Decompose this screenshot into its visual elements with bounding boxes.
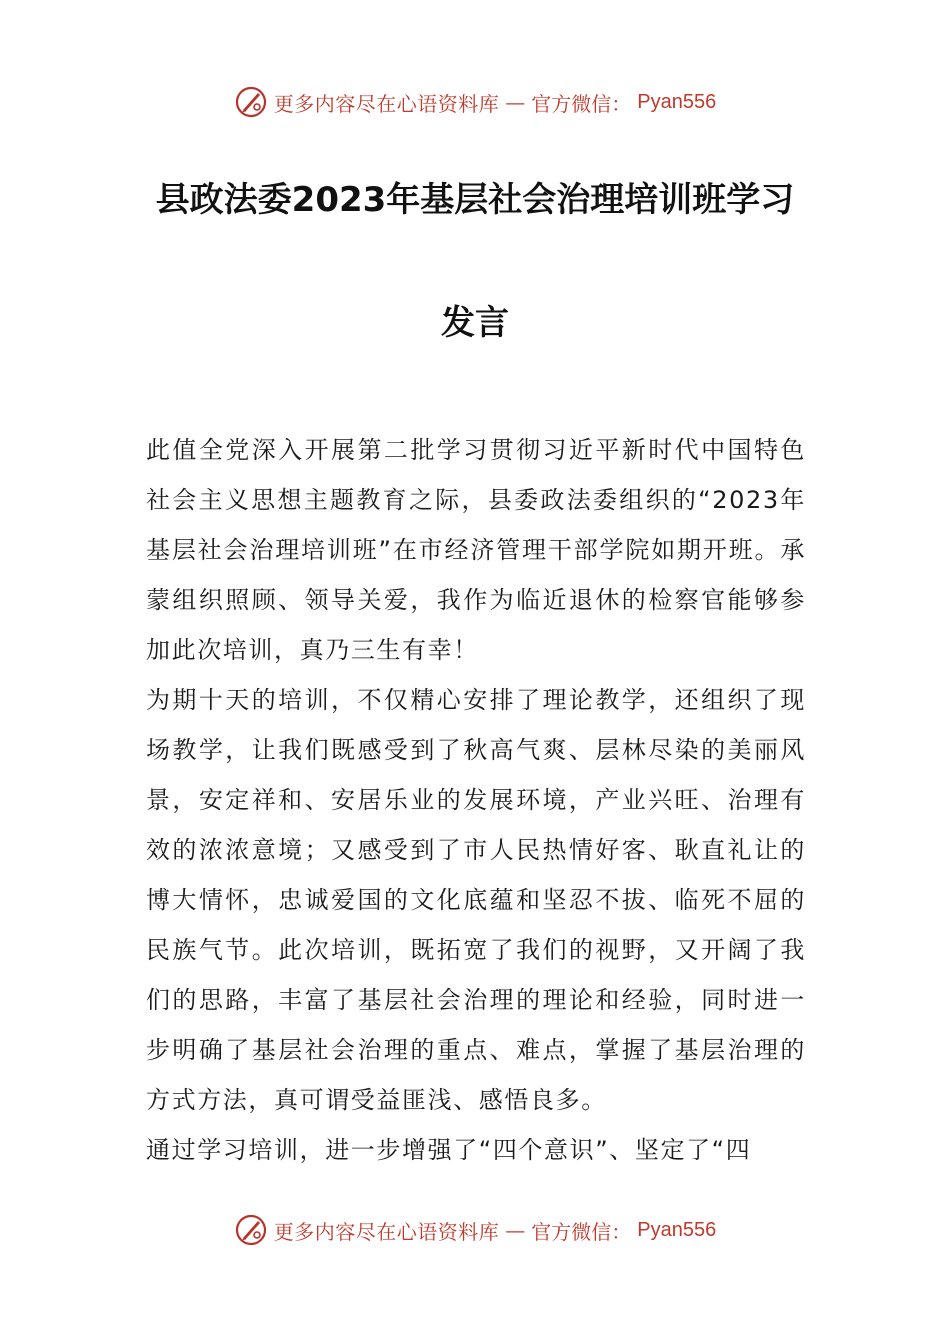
watermark-contact-id: Pyan556 [637, 1218, 717, 1241]
paragraph-3: 通过学习培训，进一步增强了“四个意识”、坚定了“四 [146, 1136, 752, 1164]
watermark-text: 更多内容尽在心语资料库 [273, 1219, 500, 1244]
watermark-contact-label: 官方微信： [531, 91, 632, 116]
watermark-contact-label: 官方微信： [531, 1219, 632, 1244]
paragraph-1: 此值全党深入开展第二批学习贯彻习近平新时代中国特色社会主义思想主题教育之际，县委政法委组织的“2023年基层社会治理培训班”在市经济管理干部学院如期开班。承蒙组织照顾、领导关爱，我作为临近退休的检察官能够参加此次培训，真乃三生有幸！ [146, 436, 806, 664]
watermark-text: 更多内容尽在心语资料库 [273, 91, 500, 116]
watermark-separator: — [505, 90, 526, 114]
watermark-separator: — [505, 1218, 526, 1242]
footer-watermark [0, 1210, 950, 1250]
document-title-line1: 县政法委2023年基层社会治理培训班学习 [155, 180, 795, 220]
quill-logo-icon [234, 1213, 268, 1247]
header-watermark [0, 82, 950, 122]
document-title-line2: 发言 [441, 303, 509, 343]
watermark-contact-id: Pyan556 [637, 90, 717, 113]
quill-logo-icon [234, 85, 268, 119]
paragraph-2: 为期十天的培训，不仅精心安排了理论教学，还组织了现场教学，让我们既感受到了秋高气爽、层林尽染的美丽风景，安定祥和、安居乐业的发展环境，产业兴旺、治理有效的浓浓意境；又感受到了市人民热情好客、耿直礼让的博大情怀，忠诚爱国的文化底蕴和坚忍不拔、临死不屈的民族气节。此次培训，既拓宽了我们的视野，又开阔了我们的思路，丰富了基层社会治理的理论和经验，同时进一步明确了基层社会治理的重点、难点，掌握了基层治理的方式方法，真可谓受益匪浅、感悟良多。 [146, 686, 806, 1114]
document-body [146, 425, 806, 1175]
